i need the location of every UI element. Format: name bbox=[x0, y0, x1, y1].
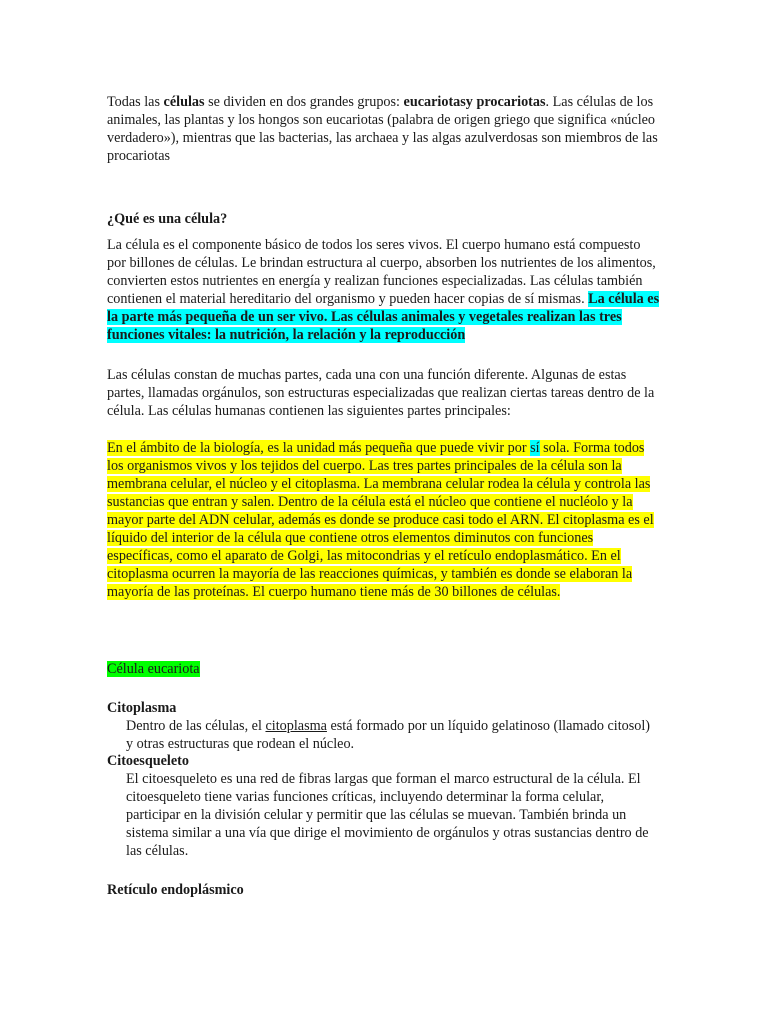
citoplasma-paragraph bbox=[107, 717, 660, 753]
intro-text-2: se dividen en dos grandes grupos: bbox=[204, 94, 404, 110]
biology-text-1: En el ámbito de la biología, es la unidad más pequeña que puede vivir por bbox=[107, 440, 531, 456]
biology-cyan-word: sí bbox=[530, 440, 540, 456]
intro-text-1: Todas las bbox=[107, 94, 164, 110]
definition-text: La célula es el componente básico de todos los seres vivos. El cuerpo humano está compuesto por billones de células. Le brindan estructura al cuerpo, absorben los nutrientes de los alimentos, convierten estos nutrientes en energía y realizan funciones especializadas. Las células también contienen el material hereditario del organismo y pueden hacer copias de sí mismas. bbox=[107, 237, 656, 307]
citoplasma-heading: Citoplasma bbox=[107, 700, 177, 716]
definition-highlight: La célula es la parte más pequeña de un ser vivo. Las células animales y vegetales realizan las tres funciones vitales: la nutrición, la relación y la reproducción bbox=[107, 291, 660, 343]
citoesqueleto-heading: Citoesqueleto bbox=[107, 753, 189, 769]
parts-paragraph: Las células constan de muchas partes, cada una con una función diferente. Algunas de estas partes, llamadas orgánulos, son estructuras especializadas que realizan ciertas tareas dentro de la célula. Las células humanas contienen las siguientes partes principales: bbox=[107, 367, 655, 419]
intro-bold-celulas: células bbox=[163, 94, 205, 110]
citoplasma-text-2: está formado por un líquido gelatinoso (llamado citosol) y otras estructuras que rodean el núcleo. bbox=[126, 718, 651, 752]
intro-paragraph bbox=[107, 93, 660, 165]
citoplasma-text-1: Dentro de las células, el bbox=[126, 718, 266, 734]
citoesqueleto-paragraph: El citoesqueleto es una red de fibras largas que forman el marco estructural de la célula. El citoesqueleto tiene varias funciones críticas, incluyendo determinar la forma celular, participar en la división celular y permitir que las células se muevan. También brinda un sistema similar a una vía que dirige el movimiento de orgánulos y otras sustancias dentro de las células. bbox=[126, 771, 649, 859]
definition-paragraph bbox=[107, 236, 660, 344]
intro-bold-eucariotas: eucariotas bbox=[403, 94, 466, 110]
reticulo-heading: Retículo endoplásmico bbox=[107, 882, 244, 898]
biology-paragraph bbox=[107, 439, 660, 601]
intro-text-3: . Las células de los animales, las plantas y los hongos son eucariotas (palabra de origen griego que significa «núcleo verdadero»), mientras que las bacterias, las archaea y las algas azulverdosas son miembros de las procariotas bbox=[107, 94, 658, 164]
eucariota-label: Célula eucariota bbox=[107, 661, 200, 677]
citoplasma-link[interactable]: citoplasma bbox=[265, 718, 327, 734]
eucariota-label-line bbox=[107, 660, 660, 678]
question-heading: ¿Qué es una célula? bbox=[107, 211, 228, 227]
biology-text-2: sola. Forma todos los organismos vivos y los tejidos del cuerpo. Las tres partes principales de la célula son la membrana celular, el núcleo y el citoplasma. La membrana celular rodea la célula y controla las sustancias que entran y salen. Dentro de la célula está el núcleo que contiene el nucléolo y la mayor parte del ADN celular, además es donde se produce casi todo el ARN. El citoplasma es el líquido del interior de la célula que contiene otros elementos diminutos con funciones específicas, como el aparato de Golgi, las mitocondrias y el retículo endoplasmático. En el citoplasma ocurren la mayoría de las reacciones químicas, y también es donde se elaboran la mayoría de las proteínas. El cuerpo humano tiene más de 30 billones de células. bbox=[107, 440, 654, 600]
intro-bold-procariotas: y procariotas bbox=[465, 94, 546, 110]
